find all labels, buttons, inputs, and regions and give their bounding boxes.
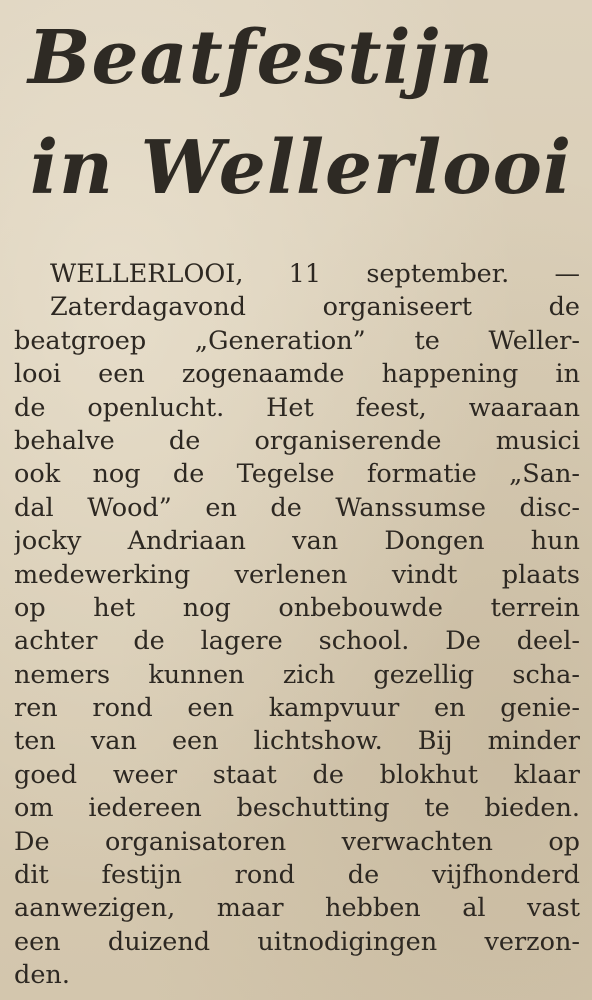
body-line: de openlucht. Het feest, waaraan bbox=[14, 392, 580, 423]
body-line: den. bbox=[14, 960, 70, 991]
body-line: ren rond een kampvuur en genie- bbox=[14, 693, 580, 724]
body-line: nemers kunnen zich gezellig scha- bbox=[14, 659, 580, 690]
body-line: ten van een lichtshow. Bij minder bbox=[14, 726, 580, 757]
body-line: Zaterdagavond organiseert de bbox=[50, 292, 580, 323]
body-line: om iedereen beschutting te bieden. bbox=[14, 793, 580, 824]
body-line: De organisatoren verwachten op bbox=[14, 826, 580, 857]
body-line: dal Wood” en de Wanssumse disc- bbox=[14, 492, 580, 523]
body-line: dit festijn rond de vijfhonderd bbox=[14, 860, 580, 891]
body-line: ook nog de Tegelse formatie „San- bbox=[14, 459, 580, 490]
article-body bbox=[14, 258, 580, 993]
body-line: looi een zogenaamde happening in bbox=[14, 359, 580, 390]
body-line: achter de lagere school. De deel- bbox=[14, 626, 580, 657]
body-line: jocky Andriaan van Dongen hun bbox=[14, 526, 580, 557]
body-line: goed weer staat de blokhut klaar bbox=[14, 759, 580, 790]
headline-line-1: Beatfestijn bbox=[28, 15, 495, 101]
body-line: WELLERLOOI, 11 september. — bbox=[50, 259, 580, 289]
headline-line-2: in Wellerlooi bbox=[30, 125, 573, 211]
body-line: medewerking verlenen vindt plaats bbox=[14, 559, 580, 590]
body-line: een duizend uitnodigingen verzon- bbox=[14, 926, 580, 957]
body-line: behalve de organiserende musici bbox=[14, 425, 580, 456]
body-line: beatgroep „Generation” te Weller- bbox=[14, 325, 580, 356]
body-line: aanwezigen, maar hebben al vast bbox=[14, 893, 580, 924]
body-line: op het nog onbebouwde terrein bbox=[14, 592, 580, 623]
